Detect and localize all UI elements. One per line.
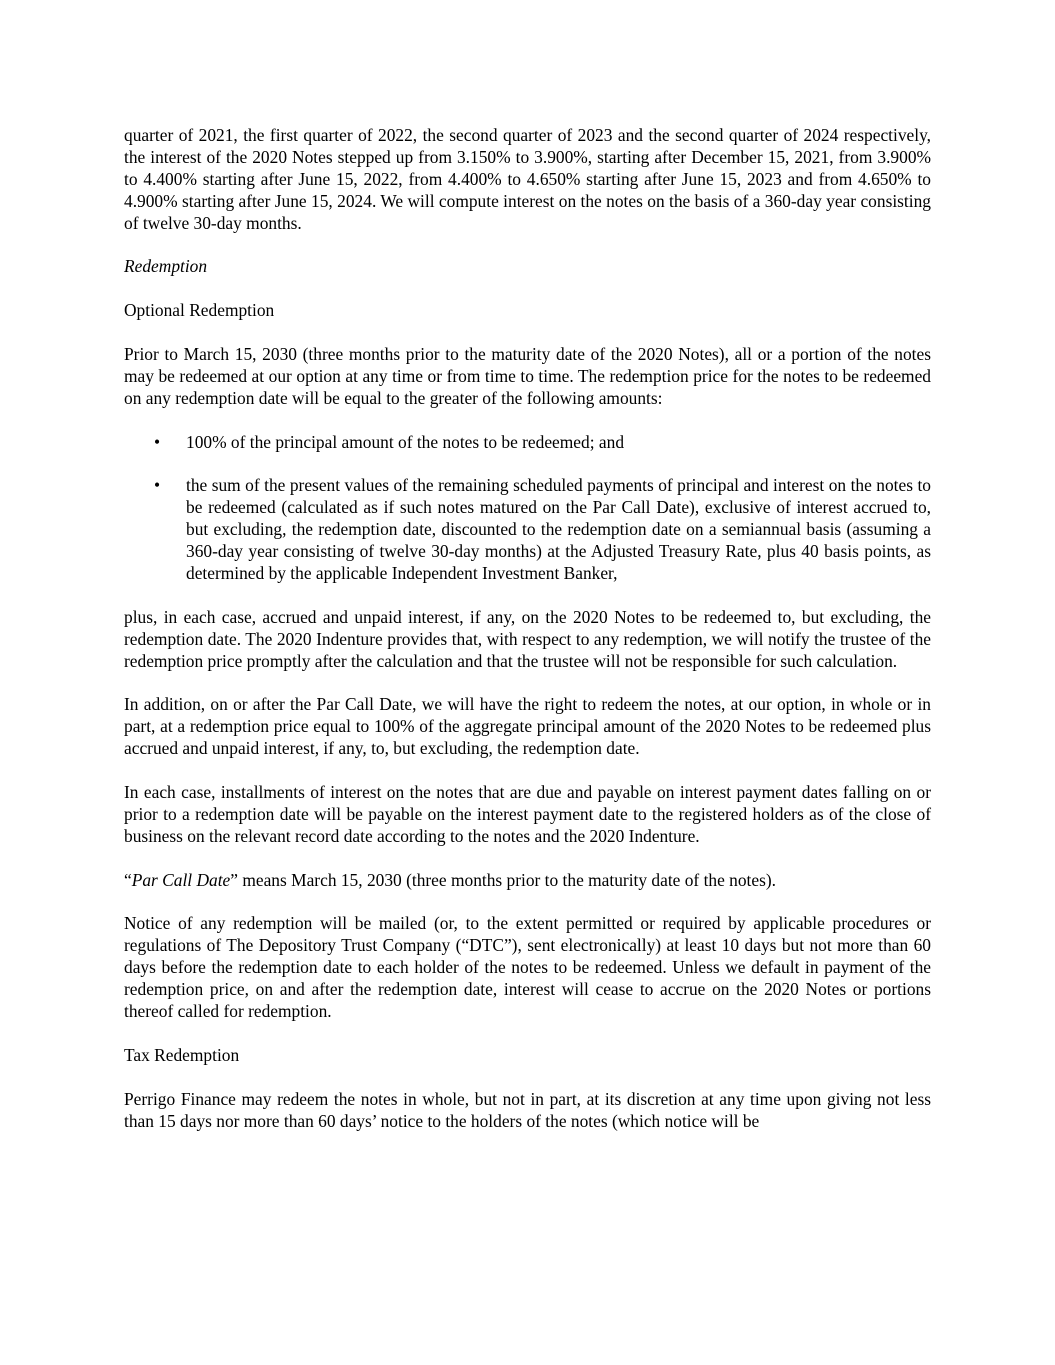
- redemption-heading: Redemption: [124, 256, 208, 277]
- installments-paragraph: In each case, installments of interest on the notes that are due and payable on interest payment dates falling on or prior to a redemption date will be payable on the interest payment date to the registered holders as of the close of business on the relevant record date according to the notes and the 2020 Indenture.: [124, 782, 931, 846]
- redemption-amount-list: [124, 432, 931, 585]
- list-item-text: the sum of the present values of the remaining scheduled payments of principal and interest on the notes to be redeemed (calculated as if such notes matured on the Par Call Date), exclusive of interest accrued to, but excluding, the redemption date, discounted to the redemption date on a semiannual basis (assuming a 360-day year consisting of twelve 30-day months) at the Adjusted Treasury Rate, plus 40 basis points, as determined by the applicable Independent Investment Banker,: [186, 475, 931, 584]
- par-call-redemption-paragraph: In addition, on or after the Par Call Date, we will have the right to redeem the notes, at our option, in whole or in part, at a redemption price equal to 100% of the aggregate principal amount of the 2020 Notes to be redeemed plus accrued and unpaid interest, if any, to, but excluding, the redemption date.: [124, 694, 931, 759]
- document-page: [124, 125, 931, 1154]
- tax-redemption-heading: Tax Redemption: [124, 1044, 240, 1065]
- bullet-icon: •: [154, 475, 161, 496]
- defined-term: Par Call Date: [131, 869, 231, 890]
- bullet-icon: •: [154, 431, 161, 452]
- list-item-text: 100% of the principal amount of the notes to be redeemed; and: [186, 431, 625, 452]
- list-item: [124, 432, 931, 454]
- notice-paragraph: Notice of any redemption will be mailed (or, to the extent permitted or required by applicable procedures or regulations of The Depository Trust Company (“DTC”), sent electronically) at least 10 days but not more than 60 days before the redemption date to each holder of the notes to be redeemed. Unless we default in payment of the redemption price, on and after the redemption date, interest will cease to accrue on the 2020 Notes or portions thereof called for redemption.: [124, 913, 931, 1022]
- definition-text: ” means March 15, 2030 (three months prior to the maturity date of the notes).: [230, 869, 777, 890]
- optional-redemption-paragraph: Prior to March 15, 2030 (three months prior to the maturity date of the 2020 Notes), all or a portion of the notes may be redeemed at our option at any time or from time to time. The redemption price for the notes to be redeemed on any redemption date will be equal to the greater of the following amounts:: [124, 344, 931, 408]
- interest-stepup-paragraph: quarter of 2021, the first quarter of 2022, the second quarter of 2023 and the second quarter of 2024 respectively, the interest of the 2020 Notes stepped up from 3.150% to 3.900%, starting after December 15, 2021, from 3.900% to 4.400% starting after June 15, 2022, from 4.400% to 4.650% starting after June 15, 2023 and from 4.650% to 4.900% starting after June 15, 2024. We will compute interest on the notes on the basis of a 360-day year consisting of twelve 30-day months.: [124, 125, 931, 233]
- par-call-date-definition: [124, 870, 931, 892]
- open-quote: “: [124, 869, 132, 890]
- list-item: [124, 475, 931, 585]
- optional-redemption-heading: Optional Redemption: [124, 300, 275, 321]
- tax-redemption-paragraph: Perrigo Finance may redeem the notes in whole, but not in part, at its discretion at any time upon giving not less than 15 days nor more than 60 days’ notice to the holders of the notes (which notice will be: [124, 1088, 931, 1131]
- accrued-interest-paragraph: plus, in each case, accrued and unpaid interest, if any, on the 2020 Notes to be redeemed to, but excluding, the redemption date. The 2020 Indenture provides that, with respect to any redemption, we will notify the trustee of the redemption price promptly after the calculation and that the trustee will not be responsible for such calculation.: [124, 606, 931, 671]
